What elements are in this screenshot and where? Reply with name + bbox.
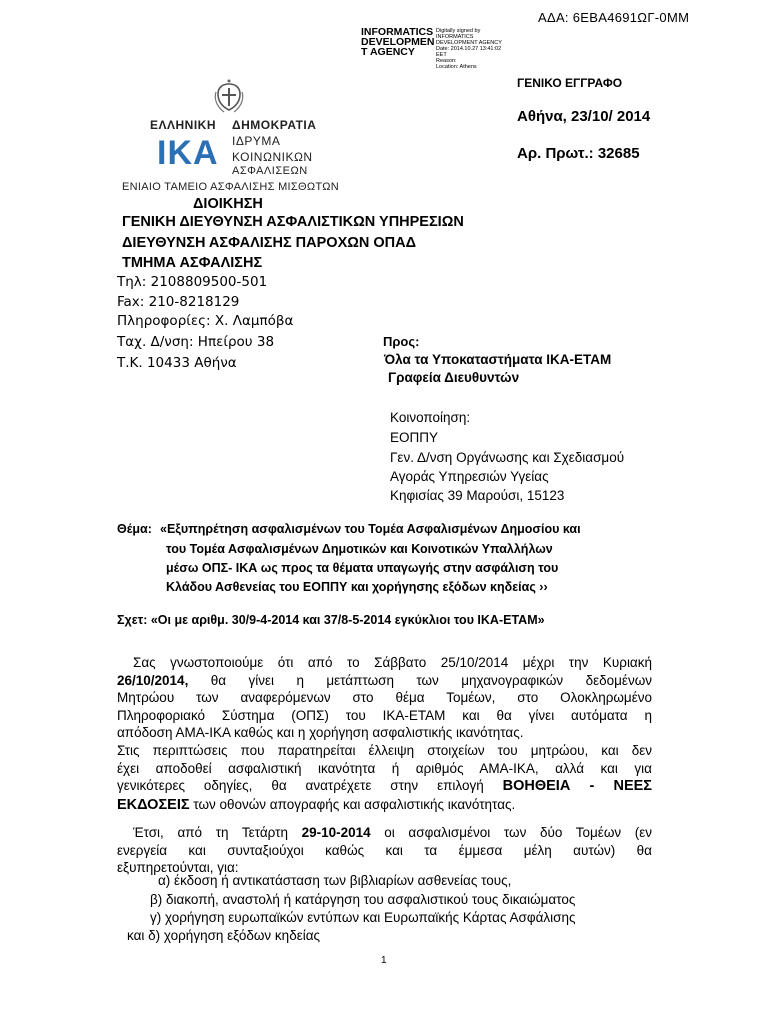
cc-line-4: Κηφισίας 39 Μαρούσι, 15123 — [390, 488, 565, 503]
body-line: ενεργεία και συνταξιούχοι καθώς και τα έμμεσα μέλη αυτών) θα — [117, 842, 652, 858]
document-date: Αθήνα, 23/10/ 2014 — [517, 108, 651, 125]
cc-line-3: Αγοράς Υπηρεσιών Υγείας — [390, 469, 549, 484]
cc-line-2: Γεν. Δ/νση Οργάνωσης και Σχεδιασμού — [390, 450, 625, 465]
body-line — [117, 796, 652, 815]
subject-line-1: «Εξυπηρέτηση ασφαλισμένων του Τομέα Ασφαλισμένων Δημοσίου και — [160, 522, 581, 536]
ika-logo-text: ΙΚΑ — [157, 134, 219, 172]
body-line — [117, 777, 652, 796]
header-admin: ΔΙΟΙΚΗΣΗ — [193, 196, 263, 212]
signature-name-line: T AGENCY — [361, 46, 415, 58]
signature-detail-line: Digitally signed by — [436, 28, 481, 34]
signature-detail-line: EET — [436, 52, 447, 58]
body-text: οι ασφαλισμένοι των δύο Τομέων (εν — [370, 825, 652, 840]
body-text: θα γίνει η μετάπτωση των μηχανογραφικών δεδομένων — [188, 672, 652, 688]
ada-code: ΑΔΑ: 6ΕΒΑ4691ΩΓ-0ΜΜ — [538, 10, 690, 25]
body-bold-date: 26/10/2014, — [117, 672, 189, 688]
cc-line-1: ΕΟΠΠΥ — [390, 430, 439, 445]
reference-line: Σχετ: «Οι με αριθμ. 30/9-4-2014 και 37/8-5-2014 εγκύκλιοι του ΙΚΑ-ΕΤΑΜ» — [117, 613, 545, 627]
contact-address: Ταχ. Δ/νση: Ηπείρου 38 — [117, 334, 275, 350]
subject-label: Θέμα: — [117, 522, 152, 536]
list-item: γ) χορήγηση ευρωπαϊκών εντύπων και Ευρωπαϊκής Κάρτας Ασφάλισης — [150, 910, 576, 925]
header-directorate: ΔΙΕΥΘΥΝΣΗ ΑΣΦΑΛΙΣΗΣ ΠΑΡΟΧΩΝ ΟΠΑΔ — [122, 235, 417, 251]
cc-label: Κοινοποίηση: — [390, 410, 471, 425]
signature-name-line: INFORMATICS — [361, 26, 434, 38]
body-bold-editions: ΕΚΔΟΣΕΙΣ — [117, 796, 190, 813]
contact-postal: Τ.Κ. 10433 Αθήνα — [117, 355, 237, 371]
signature-name-line: DEVELOPMEN — [361, 36, 435, 48]
body-line: απόδοση ΑΜΑ-ΙΚΑ καθώς και η χορήγηση ασφαλιστικής ικανότητας. — [117, 725, 524, 741]
body-line — [117, 672, 652, 690]
body-text: Έτσι, από τη Τετάρτη — [133, 825, 302, 840]
body-line: Στις περιπτώσεις που παρατηρείται έλλειψη στοιχείων του μητρώου, και δεν — [117, 743, 652, 758]
body-line: έχει αποδοθεί ασφαλιστική ικανότητα ή αριθμός ΑΜΑ-ΙΚΑ, αλλά και για — [117, 760, 652, 776]
body-line: Σας γνωστοποιούμε ότι από το Σάββατο 25/10/2014 μέχρι την Κυριακή — [133, 655, 652, 670]
digital-signature-name — [361, 27, 435, 57]
org-line-idryma: ΙΔΡΥΜΑ — [232, 134, 281, 148]
contact-info: Πληροφορίες: Χ. Λαμπόβα — [117, 313, 294, 329]
body-bold-help: ΒΟΗΘΕΙΑ - ΝΕΕΣ — [502, 778, 652, 795]
contact-tel: Τηλ: 2108809500-501 — [117, 274, 268, 290]
digital-signature-details — [436, 28, 502, 70]
contact-fax: Fax: 210-8218129 — [117, 294, 240, 310]
signature-detail-line: DEVELOPMENT AGENCY — [436, 40, 502, 46]
ika-logo — [155, 134, 225, 172]
org-line-koinonikon: ΚΟΙΝΩΝΙΚΩΝ — [232, 150, 313, 164]
body-text: των οθονών απογραφής και ασφαλιστικής ικανότητας. — [189, 796, 516, 812]
recipients-label: Προς: — [383, 334, 420, 349]
signature-detail-line: Reason: — [436, 58, 457, 64]
header-general-directorate: ΓΕΝΙΚΗ ΔΙΕΥΘΥΝΣΗ ΑΣΦΑΛΙΣΤΙΚΩΝ ΥΠΗΡΕΣΙΩΝ — [122, 214, 464, 230]
org-republic-1: ΕΛΛΗΝΙΚΗ — [150, 118, 217, 132]
body-paragraph-2 — [117, 742, 652, 814]
body-paragraph-3 — [117, 824, 652, 877]
subject-line-3: μέσω ΟΠΣ- ΙΚΑ ως προς τα θέματα υπαγωγής στην ασφάλιση του — [166, 561, 559, 575]
body-paragraph-1 — [117, 654, 652, 742]
org-republic-2: ΔΗΜΟΚΡΑΤΙΑ — [232, 118, 317, 132]
body-bold-date: 29-10-2014 — [301, 825, 371, 840]
greek-emblem-icon — [212, 78, 246, 116]
list-item: β) διακοπή, αναστολή ή κατάργηση του ασφαλιστικού τους δικαιώματος — [150, 892, 576, 907]
recipients-line-2: Γραφεία Διευθυντών — [388, 370, 520, 385]
subject-line-2: του Τομέα Ασφαλισμένων Δημοτικών και Κοινοτικών Υπαλλήλων — [166, 542, 553, 556]
signature-detail-line: Date: 2014.10.27 13:41:02 — [436, 46, 502, 52]
page-number: 1 — [381, 955, 387, 966]
subject-line-4: Κλάδου Ασθενείας του ΕΟΠΠΥ και χορήγησης εξόδων κηδείας ›› — [166, 580, 548, 594]
body-line: εξυπηρετούνται, για: — [117, 860, 239, 876]
header-department: ΤΜΗΜΑ ΑΣΦΑΛΙΣΗΣ — [122, 255, 263, 271]
body-line: Μητρώου των αναφερόμενων στο θέμα Τομέων, στο Ολοκληρωμένο — [117, 690, 652, 706]
body-line — [117, 824, 652, 842]
list-item: και δ) χορήγηση εξόδων κηδείας — [127, 928, 321, 943]
org-line-asfaliseon: ΑΣΦΑΛΙΣΕΩΝ — [232, 165, 308, 177]
signature-detail-line: INFORMATICS — [436, 34, 474, 40]
document-type: ΓΕΝΙΚΟ ΕΓΓΡΑΦΟ — [517, 76, 623, 90]
list-item: α) έκδοση ή αντικατάσταση των βιβλιαρίων ασθενείας τους, — [158, 873, 512, 888]
signature-detail-line: Location: Athens — [436, 64, 477, 70]
body-line: Πληροφοριακό Σύστημα (ΟΠΣ) του ΙΚΑ-ΕΤΑΜ και θα γίνει αυτόματα η — [117, 707, 652, 723]
recipients-line-1: Όλα τα Υποκαταστήματα ΙΚΑ-ΕΤΑΜ — [384, 352, 612, 367]
body-text: γενικότερες οδηγίες, θα ανατρέχετε στην επιλογή — [117, 778, 484, 794]
org-fund-name: ΕΝΙΑΙΟ ΤΑΜΕΙΟ ΑΣΦΑΛΙΣΗΣ ΜΙΣΘΩΤΩΝ — [122, 181, 339, 193]
protocol-number: Αρ. Πρωτ.: 32685 — [517, 145, 640, 162]
